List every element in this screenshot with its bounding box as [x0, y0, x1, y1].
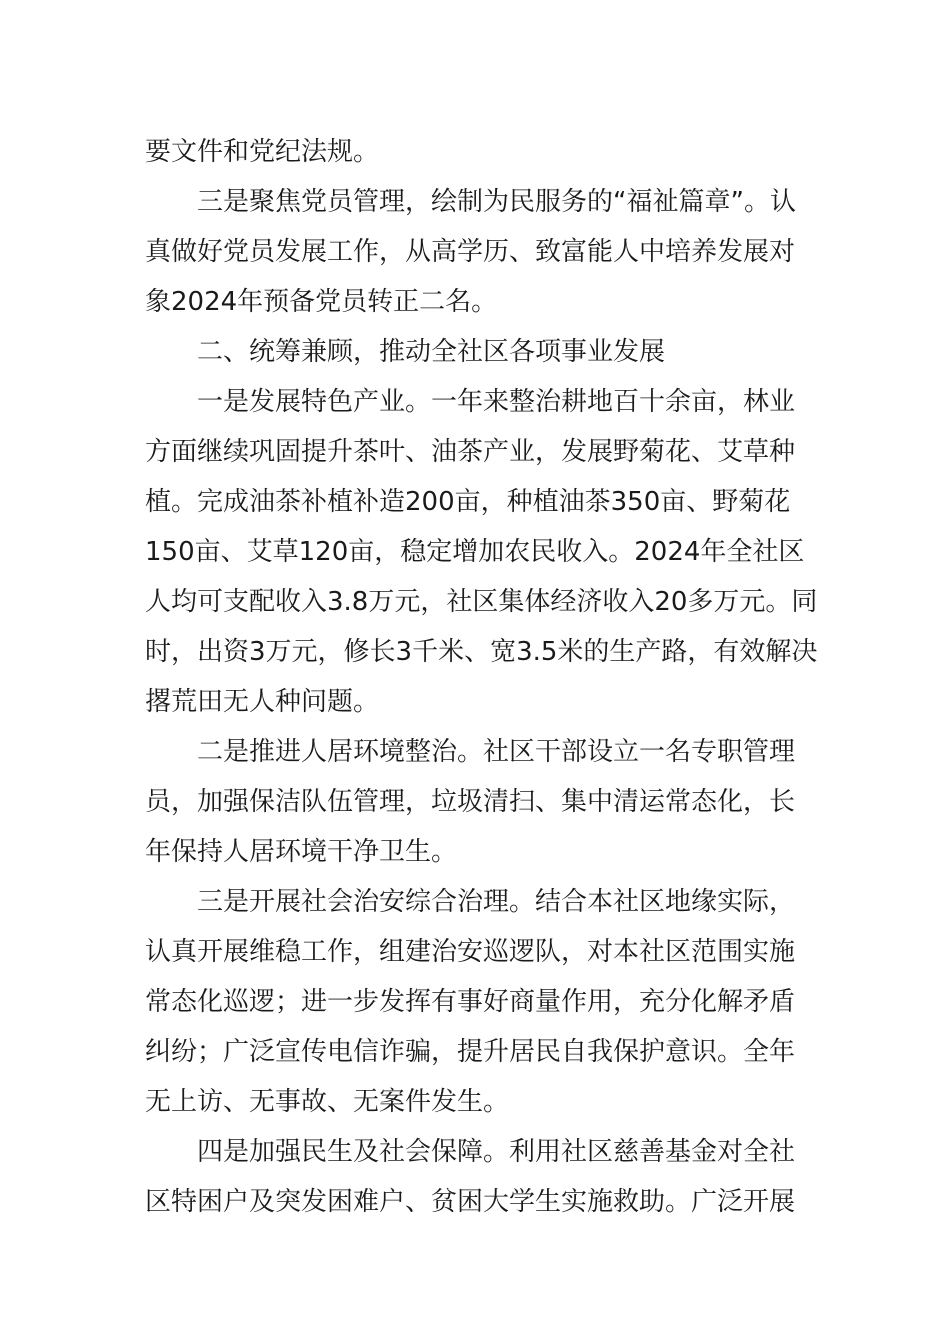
document-body: [145, 127, 820, 1227]
section-heading: 二、统筹兼顾，推动全社区各项事业发展: [197, 337, 666, 367]
paragraph-6: 四是加强民生及社会保障。利用社区慈善基金对全社区特困户及突发困难户、贫困大学生实施救助。广泛开展: [145, 1137, 796, 1217]
paragraph-1: 要文件和党纪法规。: [145, 137, 380, 167]
paragraph-4: 二是推进人居环境整治。社区干部设立一名专职管理员，加强保洁队伍管理，垃圾清扫、集中清运常态化，长年保持人居环境干净卫生。: [145, 737, 796, 867]
paragraph-5: 三是开展社会治安综合治理。结合本社区地缘实际，认真开展维稳工作，组建治安巡逻队，对本社区范围实施常态化巡逻；进一步发挥有事好商量作用，充分化解矛盾纠纷；广泛宣传电信诈骗，提升居民自我保护意识。全年无上访、无事故、无案件发生。: [145, 887, 796, 1117]
paragraph-2: 三是聚焦党员管理，绘制为民服务的“福祉篇章”。认真做好党员发展工作，从高学历、致富能人中培养发展对象2024年预备党员转正二名。: [145, 187, 796, 317]
paragraph-3: 一是发展特色产业。一年来整治耕地百十余亩，林业方面继续巩固提升茶叶、油茶产业，发展野菊花、艾草种植。完成油茶补植补造200亩，种植油茶350亩、野菊花150亩、艾草120亩，稳定增加农民收入。2024年全社区人均可支配收入3.8万元，社区集体经济收入20多万元。同时，出资3万元，修长3千米、宽3.5米的生产路，有效解决撂荒田无人种问题。: [145, 387, 818, 717]
